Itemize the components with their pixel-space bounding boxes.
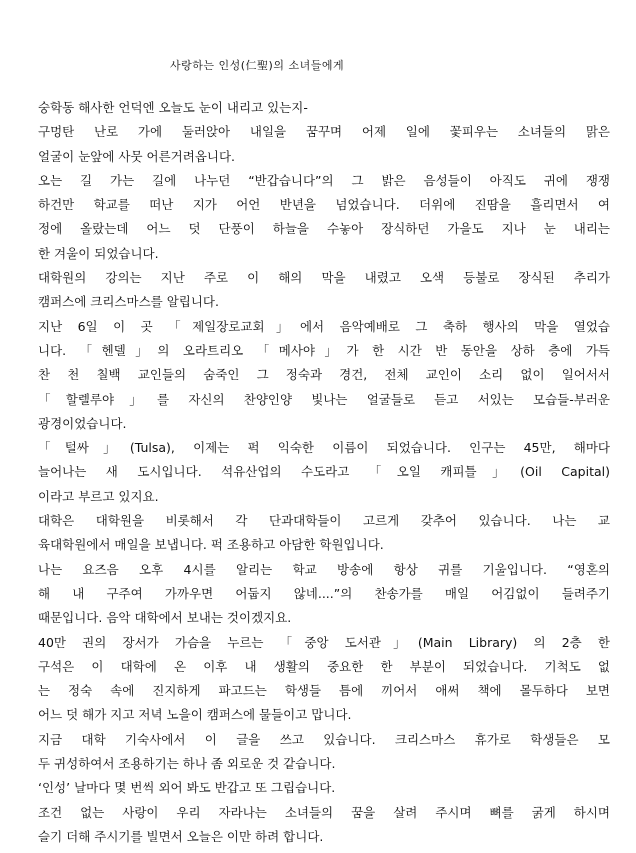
text-line: 니다. 「헨델」의 오라트리오 「메사야」가 한 시간 반 동안을 상하 층에 가득 (38, 342, 610, 358)
letter-title: 사랑하는 인성(仁聖)의 소녀들에게 (170, 59, 345, 72)
text-line: 하건만 학교를 떠난 지가 어언 반년을 넘었습니다. 더위에 진땀을 흘리면서 여 (38, 197, 610, 213)
text-line: 두 귀성하여서 조용하기는 하나 좀 외로운 것 같습니다. (38, 756, 336, 772)
text-line: 어느 덧 해가 지고 저녁 노을이 캠퍼스에 물들이고 맙니다. (38, 707, 352, 723)
text-line: 캠퍼스에 크리스마스를 알립니다. (38, 294, 219, 310)
text-line: 구석은 이 대학에 온 이후 내 생활의 중요한 한 부분이 되었습니다. 기척도 없 (38, 658, 610, 674)
text-line: 광경이었습니다. (38, 415, 127, 431)
text-line: 얼굴이 눈앞에 사뭇 어른거려옵니다. (38, 148, 236, 164)
text-line: 숭학동 해사한 언덕엔 오늘도 눈이 내리고 있는지- (38, 100, 308, 115)
text-line: 「할렐루야」를 자신의 찬양인양 빛나는 얼굴들로 듣고 서있는 모습들-부러운 (38, 391, 610, 407)
text-line: 대학원의 강의는 지난 주로 이 해의 막을 내렸고 오색 등불로 장식된 추리가 (38, 270, 610, 286)
text-line: 이라고 부르고 있지요. (38, 488, 159, 504)
text-line: 대학은 대학원을 비롯해서 각 단과대학들이 고르게 갖추어 있습니다. 나는 교 (38, 513, 610, 529)
text-line: 구멍탄 난로 가에 둘러앉아 내일을 꿈꾸며 어제 일에 꽃피우는 소녀들의 맑은 (38, 124, 610, 140)
text-line: 나는 요즈음 오후 4시를 알리는 학교 방송에 항상 귀를 기울입니다. “영혼의 (38, 561, 610, 577)
text-line: 정에 올랐는데 어느 덧 단풍이 하늘을 수놓아 장식하던 가을도 지나 눈 내리는 (38, 221, 610, 237)
text-line: 는 정숙 속에 진지하게 파고드는 학생들 틈에 끼어서 애써 책에 몰두하다 보면 (38, 683, 610, 699)
text-line: 슬기 더해 주시기를 빌면서 오늘은 이만 하려 합니다. (38, 828, 324, 844)
text-line: 조건 없는 사랑이 우리 자라나는 소녀들의 꿈을 살려 주시며 뼈를 굵게 하시며 (38, 804, 610, 820)
text-line: 한 겨울이 되었습니다. (38, 245, 159, 261)
text-line: 찬 천 칠백 교인들의 숨죽인 그 정숙과 경건, 전체 교인이 소리 없이 일어서서 (38, 367, 610, 383)
text-line: 「털싸」(Tulsa), 이제는 퍽 익숙한 이름이 되었습니다. 인구는 45만, 해마다 (38, 440, 610, 456)
text-line: 늘어나는 새 도시입니다. 석유산업의 수도라고 「오일 캐피틀」(Oil Capital) (38, 464, 610, 480)
text-line: 40만 권의 장서가 가슴을 누르는 「중앙 도서관」(Main Library) 의 2층 한 (38, 634, 610, 650)
letter-body (38, 96, 610, 849)
text-line: 육대학원에서 매일을 보냅니다. 퍽 조용하고 아담한 학원입니다. (38, 537, 384, 553)
text-line: 지금 대학 기숙사에서 이 글을 쓰고 있습니다. 크리스마스 휴가로 학생들은 모 (38, 731, 610, 747)
text-line: 때문입니다. 음악 대학에서 보내는 것이겠지요. (38, 610, 292, 626)
text-line: ‘인성’ 날마다 몇 번씩 외어 봐도 반갑고 또 그립습니다. (38, 780, 336, 796)
text-line: 지난 6일 이 곳 「제일장로교회」에서 음악예배로 그 축하 행사의 막을 열었습 (38, 318, 610, 334)
text-line: 오는 길 가는 길에 나누던 “반갑습니다”의 그 밝은 음성들이 아직도 귀에 쟁쟁 (38, 172, 610, 188)
text-line: 해 내 구주여 가까우면 어둡지 않네....”의 찬송가를 매일 어김없이 들려주기 (38, 585, 610, 601)
